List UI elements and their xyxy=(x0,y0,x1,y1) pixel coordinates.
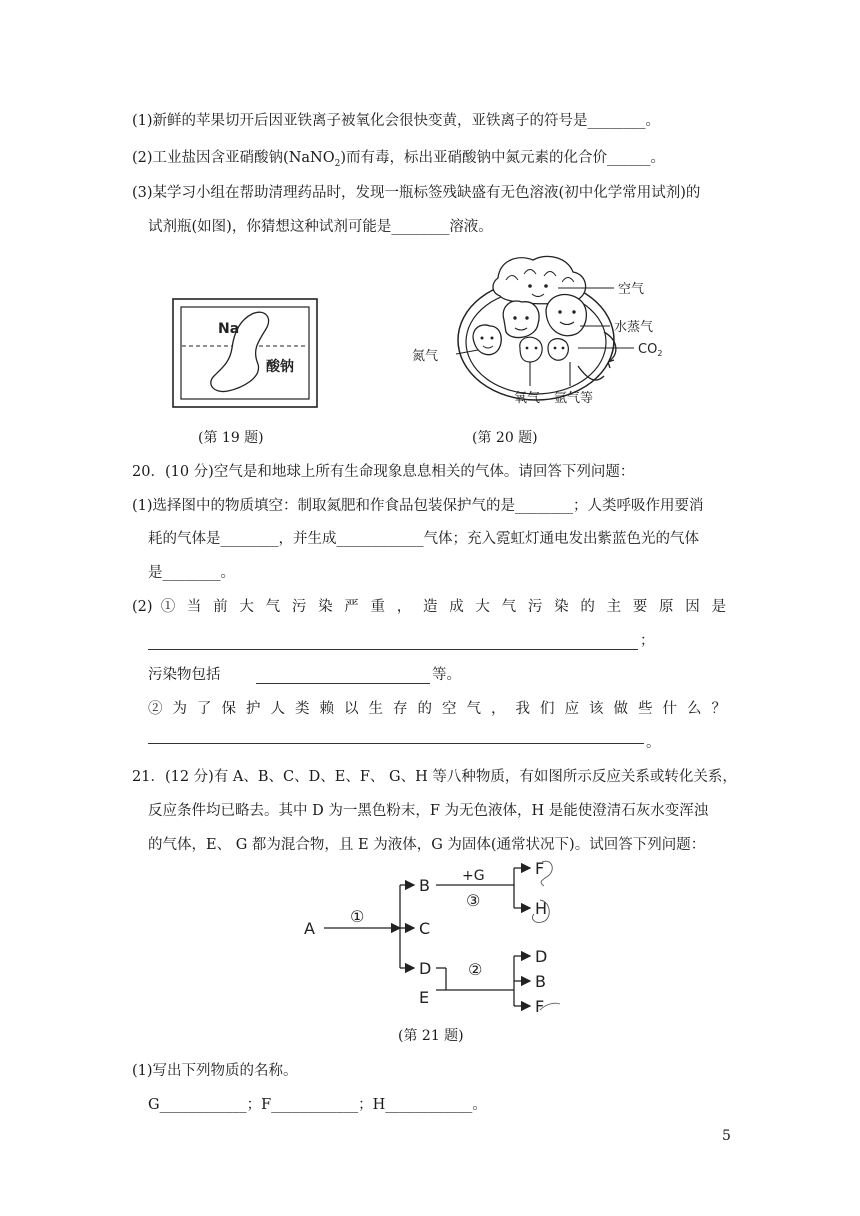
label-suffix-text: 酸钠 xyxy=(266,359,294,375)
label-oxygen: 氧气 xyxy=(514,391,541,406)
node-e: E xyxy=(419,988,430,1007)
q20-heading: 20．(10 分)空气是和地球上所有生命现象息息相关的气体。请回答下列问题： xyxy=(132,464,635,480)
node-f: F xyxy=(535,860,545,878)
node-h: H xyxy=(535,899,548,918)
node-out-d: D xyxy=(535,947,548,966)
q21-line1: 21．(12 分)有 A、B、C、D、E、F、 G、H 等八种物质，有如图所示反应关系或转化关系， xyxy=(132,769,737,785)
q20-part2-line4: ② 为 了 保 护 人 类 赖 以 生 存 的 空 气 ， 我 们 应 该 做 些 什 么 ？ xyxy=(148,701,726,717)
q20-pollutants-post: 等。 xyxy=(432,667,461,683)
label-argon: 氩气等 xyxy=(554,391,594,406)
node-a: A xyxy=(304,919,315,938)
q20-part2-line1: (2) ① 当 前 大 气 污 染 严 重 ， 造 成 大 气 污 染 的 主 要 原 因 是 xyxy=(132,599,726,615)
reaction-2: ② xyxy=(468,960,483,979)
node-out-b: B xyxy=(535,972,546,991)
q21-line2: 反应条件均已略去。其中 D 为一黑色粉末，F 为无色液体，H 是能使澄清石灰水变浑浊 xyxy=(148,803,709,819)
q20-part1-line1: (1)选择图中的物质填空：制取氮肥和作食品包装保护气的是________；人类呼吸作用要消 xyxy=(132,498,704,514)
label-co2-main: CO xyxy=(638,342,658,357)
q19-part3-line2: 试剂瓶(如图)，你猜想这种试剂可能是________溶液。 xyxy=(148,219,493,235)
label-air: 空气 xyxy=(618,282,645,297)
q21-line3: 的气体，E、 G 都为混合物，且 E 为液体，G 为固体(通常状况下)。试回答下列问题： xyxy=(148,837,706,853)
node-out-f: F xyxy=(535,997,545,1016)
caption-fig21: (第 21 题) xyxy=(398,1028,464,1044)
q19-part2-sub: 2 xyxy=(334,158,341,169)
caption-fig20: (第 20 题) xyxy=(472,430,538,446)
q20-pollutants-pre: 污染物包括 xyxy=(148,667,221,683)
reaction-1: ① xyxy=(350,907,365,926)
reaction-diagram xyxy=(296,860,576,1018)
label-co2-sub: 2 xyxy=(657,349,663,358)
reagent-label-figure xyxy=(170,296,320,410)
page-number: 5 xyxy=(722,1128,731,1144)
label-water-vapor: 水蒸气 xyxy=(614,320,654,335)
q21-part1: (1)写出下列物质的名称。 xyxy=(132,1063,298,1079)
air-composition-figure xyxy=(408,250,708,412)
q21-part1-answers: G____________；F____________；H____________。 xyxy=(148,1097,487,1113)
node-c: C xyxy=(419,919,431,938)
q19-part2-post: )而有毒，标出亚硝酸钠中氮元素的化合价______。 xyxy=(340,150,665,166)
q19-part1: (1)新鲜的苹果切开后因亚铁离子被氧化会很快变黄，亚铁离子的符号是________。 xyxy=(132,113,661,129)
q19-part3-line1: (3)某学习小组在帮助清理药品时，发现一瓶标签残缺盛有无色溶液(初中化学常用试剂)的 xyxy=(132,185,701,201)
q19-part2-pre: (2)工业盐因含亚硝酸钠(NaNO xyxy=(132,150,335,166)
q19-part2 xyxy=(132,148,665,174)
q20-period: 。 xyxy=(646,735,661,751)
q20-semicolon: ； xyxy=(640,633,655,649)
label-nitrogen: 氮气 xyxy=(412,349,439,364)
q20-answer-rule-3 xyxy=(148,743,644,744)
caption-fig19: (第 19 题) xyxy=(198,430,264,446)
node-b: B xyxy=(419,876,430,895)
q20-part1-line2: 耗的气体是________，并生成____________气体；充入霓虹灯通电发出紫蓝色光的气体 xyxy=(148,531,699,547)
label-co2 xyxy=(638,342,662,358)
reaction-3: ③ xyxy=(466,891,481,910)
node-d: D xyxy=(419,959,432,978)
label-plus-g: +G xyxy=(462,868,485,884)
q20-answer-rule-2 xyxy=(256,683,430,684)
q20-answer-rule-1 xyxy=(148,649,638,650)
label-na-text: Na xyxy=(218,321,240,337)
q20-part1-line3: 是________。 xyxy=(148,565,235,581)
